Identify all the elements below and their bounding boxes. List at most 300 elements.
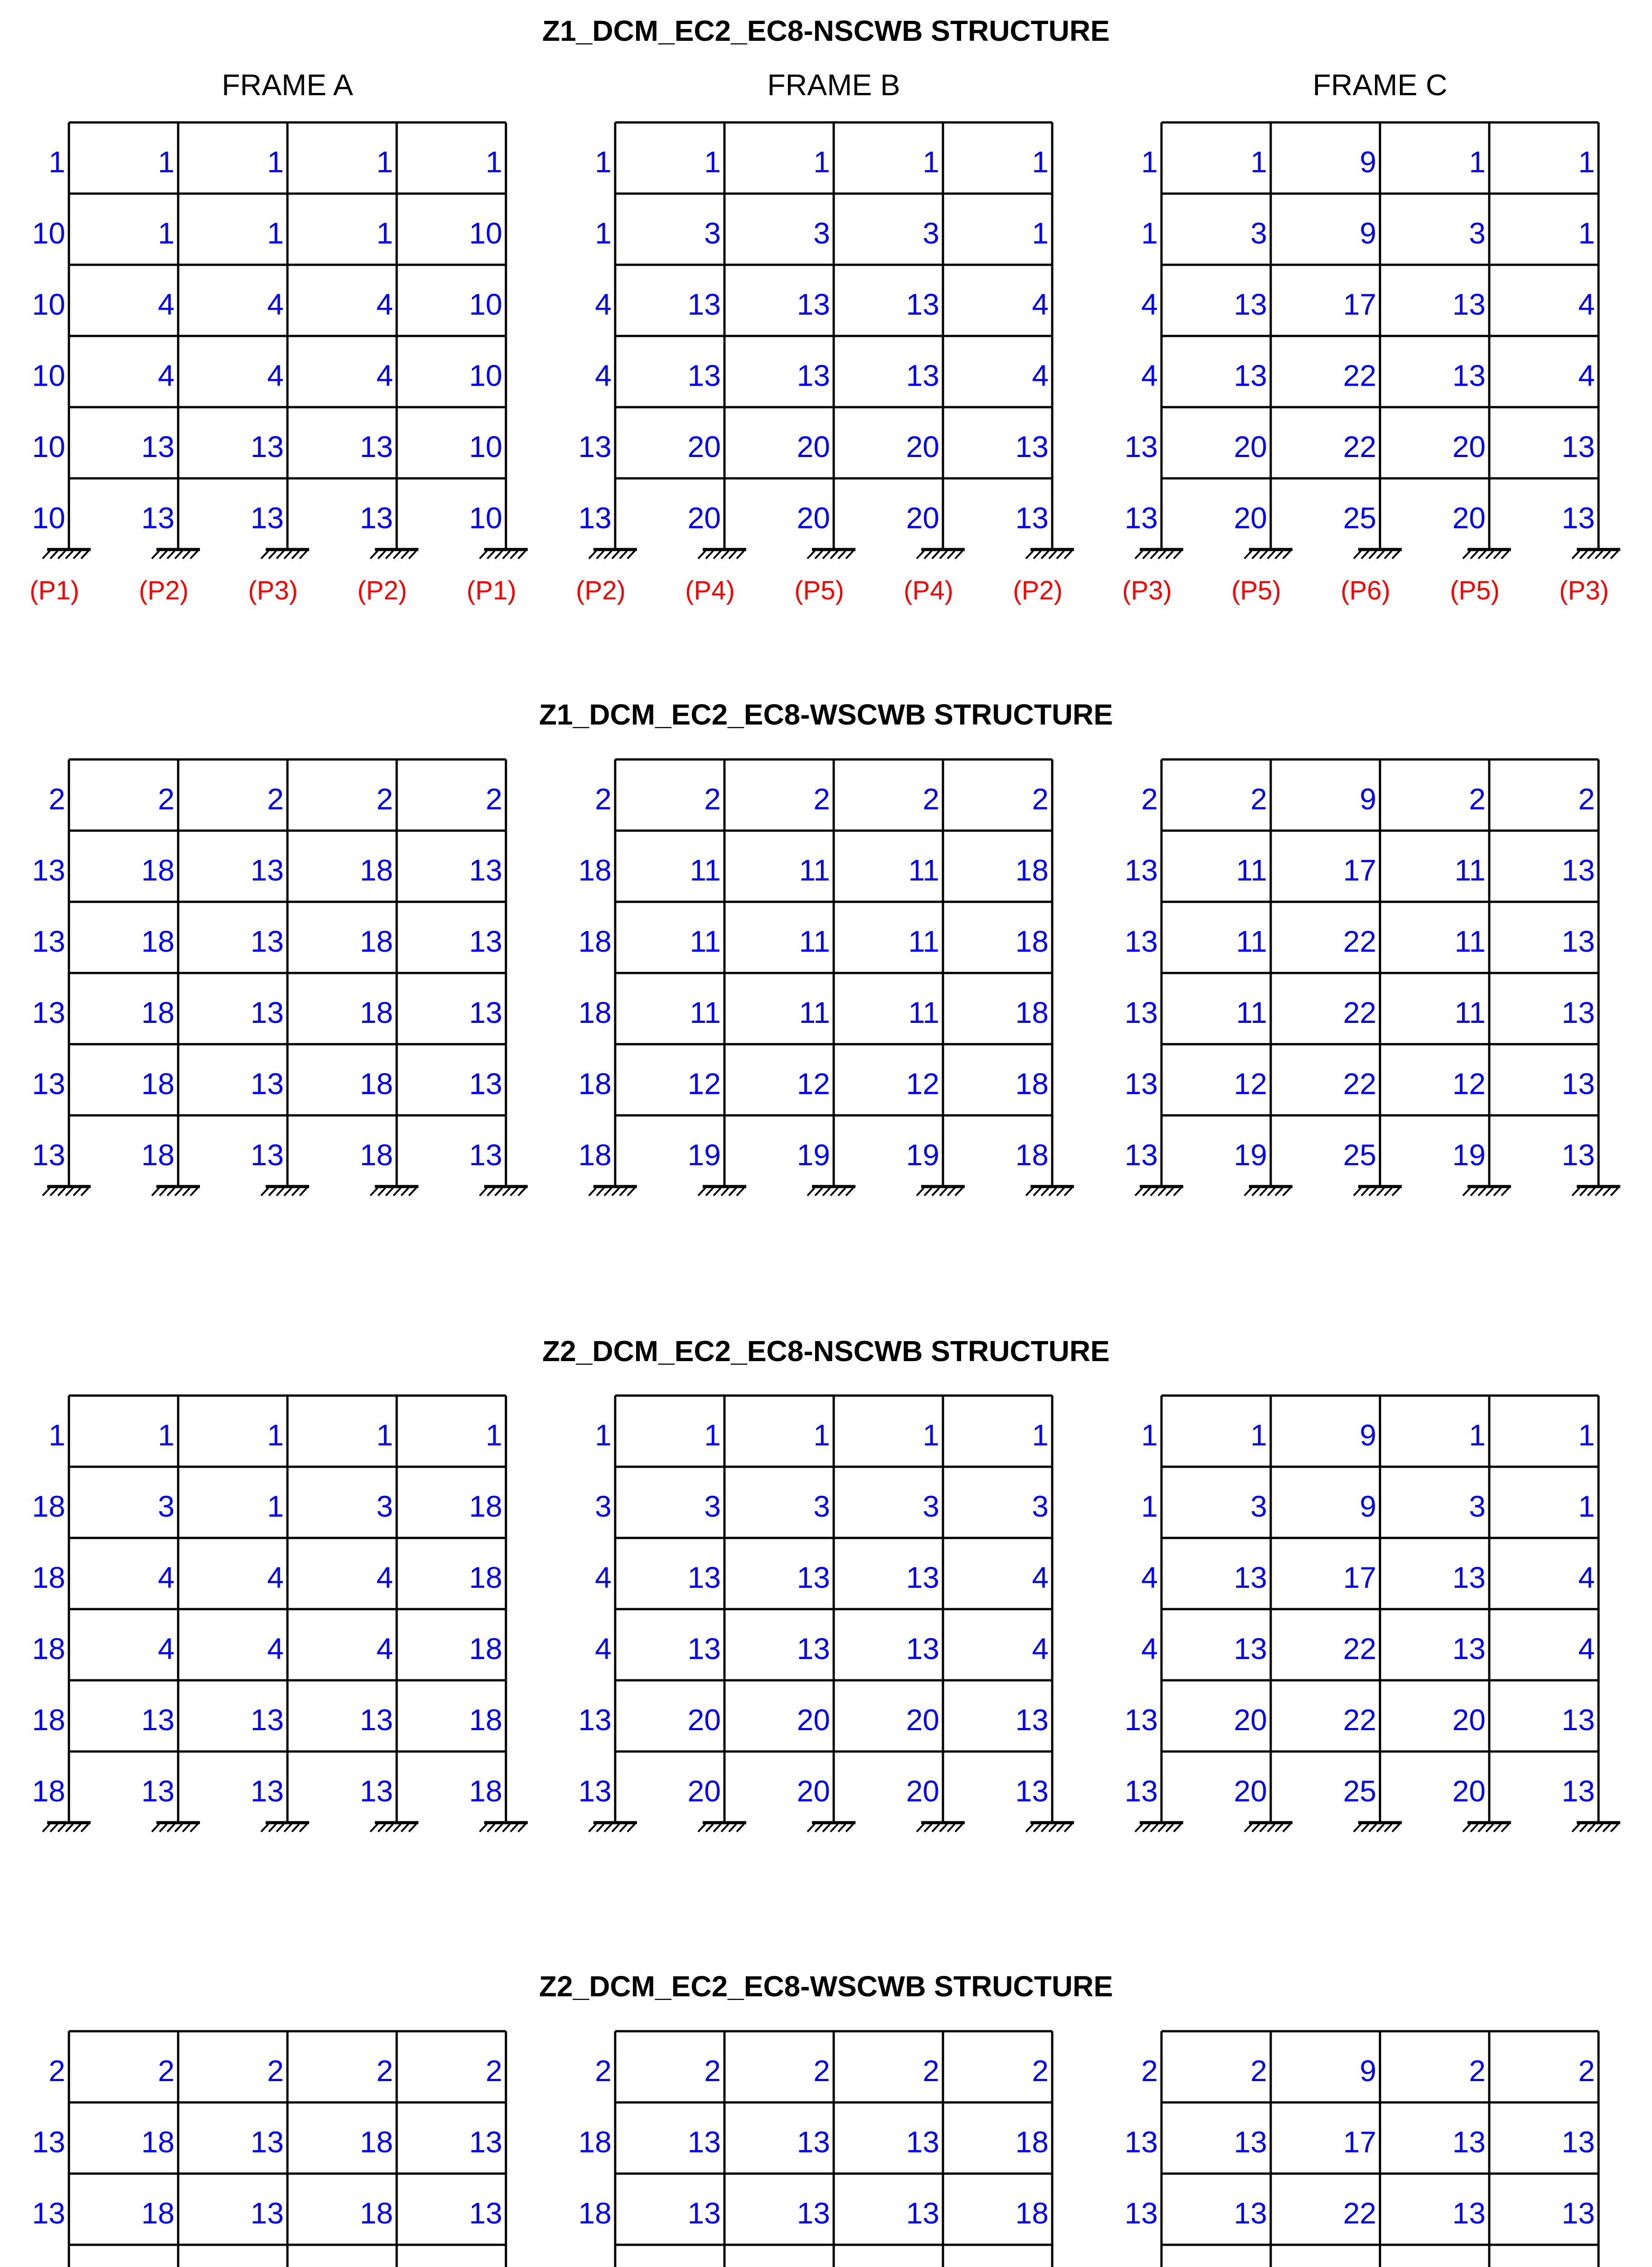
- cell-value: 4: [1578, 359, 1595, 392]
- frame-label: FRAME C: [1312, 68, 1448, 102]
- cell-value: 13: [578, 501, 612, 535]
- pier-label: (P3): [1559, 576, 1609, 605]
- cell-value: 2: [1578, 2054, 1595, 2087]
- cell-value: 13: [687, 1632, 721, 1665]
- cell-value: 13: [1124, 853, 1158, 887]
- cell-value: 18: [360, 1067, 393, 1100]
- cell-value: 18: [141, 924, 175, 958]
- cell-value: 1: [267, 1418, 284, 1452]
- cell-value: 13: [906, 2196, 939, 2230]
- cell-value: 12: [687, 1067, 721, 1100]
- cell-value: 13: [906, 287, 939, 321]
- cell-value: 18: [141, 853, 175, 887]
- cell-value: 13: [250, 430, 284, 463]
- cell-value: 20: [906, 1774, 939, 1808]
- cell-value: 13: [797, 2196, 830, 2230]
- cell-value: 1: [158, 145, 175, 179]
- fixed-support-icon: [261, 1187, 309, 1196]
- cell-value: 13: [1124, 1067, 1158, 1100]
- cell-value: 13: [32, 1138, 65, 1172]
- cell-value: 22: [1343, 430, 1376, 463]
- cell-value: 13: [360, 501, 393, 535]
- cell-value: 22: [1343, 924, 1376, 958]
- cell-value: 1: [1250, 1418, 1267, 1452]
- cell-value: 4: [1141, 1632, 1158, 1665]
- cell-value: 1: [376, 145, 393, 179]
- fixed-support-icon: [1026, 1823, 1074, 1832]
- cell-value: 17: [1343, 853, 1376, 887]
- structure-block: [29, 15, 1620, 605]
- cell-value: 13: [250, 1138, 284, 1172]
- frame-label: FRAME A: [222, 68, 353, 102]
- cell-value: 1: [923, 1418, 939, 1452]
- structure-block: [32, 1970, 1620, 2267]
- cell-value: 13: [1561, 996, 1595, 1029]
- cell-value: 4: [267, 1561, 284, 1594]
- cell-value: 18: [141, 2196, 175, 2230]
- cell-value: 13: [797, 287, 830, 321]
- cell-value: 20: [687, 1703, 721, 1737]
- cell-value: 4: [1578, 1632, 1595, 1665]
- fixed-support-icon: [917, 550, 965, 559]
- cell-value: 1: [267, 216, 284, 250]
- cell-value: 20: [1452, 1703, 1486, 1737]
- cell-value: 12: [797, 1067, 830, 1100]
- cell-value: 10: [469, 430, 502, 463]
- fixed-support-icon: [370, 1823, 418, 1832]
- cell-value: 1: [49, 1418, 65, 1452]
- fixed-support-icon: [1244, 1823, 1292, 1832]
- cell-value: 3: [1250, 216, 1267, 250]
- cell-value: 20: [1452, 501, 1486, 535]
- cell-value: 4: [1032, 1632, 1049, 1665]
- cell-value: 22: [1343, 1632, 1376, 1665]
- cell-value: 3: [923, 216, 939, 250]
- cell-value: 10: [32, 359, 65, 392]
- cell-value: 13: [141, 430, 175, 463]
- fixed-support-icon: [698, 1823, 746, 1832]
- cell-value: 18: [578, 2125, 612, 2159]
- cell-value: 3: [923, 1489, 939, 1523]
- cell-value: 1: [267, 145, 284, 179]
- cell-value: 13: [1015, 1703, 1049, 1737]
- cell-value: 13: [1561, 1138, 1595, 1172]
- cell-value: 20: [1234, 430, 1267, 463]
- cell-value: 3: [1032, 1489, 1049, 1523]
- cell-value: 1: [1141, 216, 1158, 250]
- frame: [29, 122, 528, 605]
- cell-value: 13: [797, 1561, 830, 1594]
- cell-value: 2: [267, 782, 284, 816]
- cell-value: 22: [1343, 996, 1376, 1029]
- cell-value: 2: [486, 2054, 502, 2087]
- cell-value: 22: [1343, 1067, 1376, 1100]
- cell-value: 13: [687, 359, 721, 392]
- cell-value: 18: [578, 924, 612, 958]
- cell-value: 13: [250, 1774, 284, 1808]
- fixed-support-icon: [807, 1187, 855, 1196]
- cell-value: 18: [360, 853, 393, 887]
- fixed-support-icon: [1026, 1187, 1074, 1196]
- cell-value: 20: [687, 1774, 721, 1808]
- fixed-support-icon: [1354, 1823, 1402, 1832]
- fixed-support-icon: [1135, 550, 1183, 559]
- cell-value: 13: [1452, 1632, 1486, 1665]
- pier-label: (P4): [904, 576, 953, 605]
- cell-value: 13: [360, 430, 393, 463]
- cell-value: 2: [1250, 2054, 1267, 2087]
- cell-value: 2: [376, 2054, 393, 2087]
- cell-value: 18: [1015, 2125, 1049, 2159]
- cell-value: 1: [923, 145, 939, 179]
- fixed-support-icon: [1354, 1187, 1402, 1196]
- pier-label: (P5): [1231, 576, 1281, 605]
- cell-value: 13: [906, 359, 939, 392]
- cell-value: 13: [250, 853, 284, 887]
- cell-value: 11: [908, 924, 939, 958]
- cell-value: 9: [1360, 2054, 1376, 2087]
- cell-value: 17: [1343, 2125, 1376, 2159]
- fixed-support-icon: [480, 550, 528, 559]
- cell-value: 19: [687, 1138, 721, 1172]
- cell-value: 4: [376, 1632, 393, 1665]
- cell-value: 2: [595, 782, 612, 816]
- cell-value: 1: [704, 1418, 721, 1452]
- cell-value: 1: [704, 145, 721, 179]
- frame: [1125, 759, 1620, 1196]
- cell-value: 9: [1360, 145, 1376, 179]
- pier-label: (P3): [248, 576, 298, 605]
- cell-value: 13: [469, 1138, 502, 1172]
- cell-value: 2: [1141, 782, 1158, 816]
- cell-value: 18: [469, 1703, 502, 1737]
- pier-label: (P5): [794, 576, 844, 605]
- pier-label: (P2): [576, 576, 626, 605]
- cell-value: 25: [1343, 1138, 1376, 1172]
- cell-value: 10: [32, 430, 65, 463]
- cell-value: 1: [376, 1418, 393, 1452]
- fixed-support-icon: [1354, 550, 1402, 559]
- cell-value: 11: [1236, 996, 1267, 1029]
- cell-value: 2: [1250, 782, 1267, 816]
- cell-value: 1: [1578, 145, 1595, 179]
- fixed-support-icon: [480, 1187, 528, 1196]
- cell-value: 9: [1360, 216, 1376, 250]
- fixed-support-icon: [1244, 550, 1292, 559]
- cell-value: 13: [1452, 359, 1486, 392]
- cell-value: 3: [813, 216, 830, 250]
- cell-value: 2: [1141, 2054, 1158, 2087]
- cell-value: 4: [595, 287, 612, 321]
- cell-value: 13: [1561, 501, 1595, 535]
- cell-value: 13: [360, 1774, 393, 1808]
- cell-value: 18: [469, 1489, 502, 1523]
- cell-value: 13: [1561, 924, 1595, 958]
- cell-value: 1: [1141, 1489, 1158, 1523]
- fixed-support-icon: [261, 550, 309, 559]
- cell-value: 4: [267, 1632, 284, 1665]
- fixed-support-icon: [589, 1187, 637, 1196]
- cell-value: 13: [1234, 359, 1267, 392]
- cell-value: 18: [32, 1561, 65, 1594]
- cell-value: 11: [690, 853, 721, 887]
- pier-label: (P1): [466, 576, 516, 605]
- cell-value: 13: [141, 1774, 175, 1808]
- fixed-support-icon: [1572, 1187, 1620, 1196]
- cell-value: 13: [906, 2125, 939, 2159]
- cell-value: 20: [687, 501, 721, 535]
- cell-value: 4: [1141, 359, 1158, 392]
- cell-value: 1: [813, 145, 830, 179]
- cell-value: 18: [1015, 996, 1049, 1029]
- fixed-support-icon: [1572, 1823, 1620, 1832]
- cell-value: 10: [469, 359, 502, 392]
- cell-value: 4: [158, 359, 175, 392]
- cell-value: 4: [267, 287, 284, 321]
- cell-value: 11: [1236, 924, 1267, 958]
- fixed-support-icon: [152, 1187, 200, 1196]
- cell-value: 12: [1234, 1067, 1267, 1100]
- cell-value: 18: [360, 996, 393, 1029]
- cell-value: 22: [1343, 1703, 1376, 1737]
- cell-value: 18: [360, 2125, 393, 2159]
- cell-value: 18: [141, 2125, 175, 2159]
- cell-value: 12: [1452, 1067, 1486, 1100]
- cell-value: 19: [1452, 1138, 1486, 1172]
- cell-value: 1: [595, 1418, 612, 1452]
- cell-value: 2: [813, 782, 830, 816]
- cell-value: 13: [141, 501, 175, 535]
- cell-value: 11: [1236, 853, 1267, 887]
- fixed-support-icon: [698, 550, 746, 559]
- cell-value: 11: [799, 996, 830, 1029]
- cell-value: 19: [1234, 1138, 1267, 1172]
- frame: [1125, 2031, 1620, 2267]
- cell-value: 13: [578, 1774, 612, 1808]
- cell-value: 20: [797, 430, 830, 463]
- frame: [578, 759, 1074, 1196]
- cell-value: 1: [595, 145, 612, 179]
- frame: [32, 2031, 528, 2267]
- cell-value: 13: [687, 287, 721, 321]
- cell-value: 10: [469, 287, 502, 321]
- cell-value: 22: [1343, 359, 1376, 392]
- structure-title: Z1_DCM_EC2_EC8-WSCWB STRUCTURE: [539, 698, 1113, 731]
- cell-value: 2: [595, 2054, 612, 2087]
- cell-value: 4: [376, 1561, 393, 1594]
- cell-value: 4: [267, 359, 284, 392]
- fixed-support-icon: [370, 1187, 418, 1196]
- cell-value: 13: [1561, 2196, 1595, 2230]
- cell-value: 1: [1032, 145, 1049, 179]
- cell-value: 13: [1234, 2196, 1267, 2230]
- cell-value: 18: [360, 2196, 393, 2230]
- frame: [578, 2031, 1074, 2267]
- cell-value: 2: [704, 782, 721, 816]
- cell-value: 4: [1032, 287, 1049, 321]
- cell-value: 18: [141, 1138, 175, 1172]
- cell-value: 18: [1015, 1138, 1049, 1172]
- cell-value: 20: [906, 430, 939, 463]
- fixed-support-icon: [589, 550, 637, 559]
- cell-value: 13: [469, 1067, 502, 1100]
- cell-value: 20: [1452, 430, 1486, 463]
- cell-value: 11: [799, 924, 830, 958]
- cell-value: 12: [906, 1067, 939, 1100]
- pier-label: (P2): [1013, 576, 1063, 605]
- cell-value: 17: [1343, 287, 1376, 321]
- cell-value: 13: [1124, 1703, 1158, 1737]
- cell-value: 20: [1234, 501, 1267, 535]
- cell-value: 13: [1124, 1138, 1158, 1172]
- cell-value: 13: [250, 996, 284, 1029]
- cell-value: 18: [1015, 1067, 1049, 1100]
- cell-value: 13: [578, 1703, 612, 1737]
- structure-title: Z1_DCM_EC2_EC8-NSCWB STRUCTURE: [542, 15, 1110, 47]
- cell-value: 18: [469, 1774, 502, 1808]
- cell-value: 18: [578, 1067, 612, 1100]
- cell-value: 25: [1343, 1774, 1376, 1808]
- cell-value: 4: [158, 1632, 175, 1665]
- cell-value: 2: [923, 2054, 939, 2087]
- cell-value: 18: [141, 1067, 175, 1100]
- cell-value: 4: [1578, 1561, 1595, 1594]
- cell-value: 13: [1452, 1561, 1486, 1594]
- cell-value: 20: [687, 430, 721, 463]
- cell-value: 13: [1015, 1774, 1049, 1808]
- cell-value: 2: [813, 2054, 830, 2087]
- cell-value: 4: [376, 359, 393, 392]
- cell-value: 13: [1124, 996, 1158, 1029]
- cell-value: 17: [1343, 1561, 1376, 1594]
- fixed-support-icon: [261, 1823, 309, 1832]
- cell-value: 18: [469, 1632, 502, 1665]
- cell-value: 1: [1578, 1489, 1595, 1523]
- cell-value: 13: [1234, 1561, 1267, 1594]
- cell-value: 13: [687, 2196, 721, 2230]
- pier-label: (P5): [1450, 576, 1500, 605]
- cell-value: 11: [690, 996, 721, 1029]
- cell-value: 13: [1015, 430, 1049, 463]
- cell-value: 20: [906, 501, 939, 535]
- cell-value: 2: [1032, 2054, 1049, 2087]
- cell-value: 2: [49, 782, 65, 816]
- cell-value: 10: [32, 287, 65, 321]
- pier-label: (P3): [1122, 576, 1172, 605]
- cell-value: 1: [49, 145, 65, 179]
- cell-value: 1: [1469, 1418, 1486, 1452]
- cell-value: 13: [1452, 287, 1486, 321]
- fixed-support-icon: [1135, 1187, 1183, 1196]
- cell-value: 9: [1360, 782, 1376, 816]
- cell-value: 13: [141, 1703, 175, 1737]
- cell-value: 13: [1561, 2125, 1595, 2159]
- cell-value: 13: [250, 2125, 284, 2159]
- cell-value: 2: [376, 782, 393, 816]
- fixed-support-icon: [917, 1187, 965, 1196]
- fixed-support-icon: [1135, 1823, 1183, 1832]
- cell-value: 13: [906, 1632, 939, 1665]
- cell-value: 4: [158, 287, 175, 321]
- cell-value: 13: [250, 501, 284, 535]
- cell-value: 2: [923, 782, 939, 816]
- cell-value: 13: [250, 924, 284, 958]
- cell-value: 2: [49, 2054, 65, 2087]
- cell-value: 13: [687, 1561, 721, 1594]
- cell-value: 1: [1032, 1418, 1049, 1452]
- pier-label: (P1): [29, 576, 79, 605]
- cell-value: 4: [1032, 359, 1049, 392]
- cell-value: 20: [906, 1703, 939, 1737]
- structure-title: Z2_DCM_EC2_EC8-WSCWB STRUCTURE: [539, 1970, 1113, 2003]
- fixed-support-icon: [152, 550, 200, 559]
- fixed-support-icon: [1244, 1187, 1292, 1196]
- cell-value: 3: [704, 1489, 721, 1523]
- cell-value: 13: [360, 1703, 393, 1737]
- cell-value: 1: [1578, 216, 1595, 250]
- cell-value: 2: [1578, 782, 1595, 816]
- cell-value: 19: [797, 1138, 830, 1172]
- cell-value: 4: [595, 1632, 612, 1665]
- cell-value: 20: [1234, 1774, 1267, 1808]
- cell-value: 13: [797, 1632, 830, 1665]
- cell-value: 18: [578, 2196, 612, 2230]
- cell-value: 4: [1032, 1561, 1049, 1594]
- cell-value: 18: [32, 1632, 65, 1665]
- cell-value: 13: [797, 359, 830, 392]
- cell-value: 3: [1469, 216, 1486, 250]
- fixed-support-icon: [480, 1823, 528, 1832]
- cell-value: 20: [797, 1703, 830, 1737]
- cell-value: 13: [1124, 2196, 1158, 2230]
- cell-value: 10: [32, 501, 65, 535]
- cell-value: 10: [469, 501, 502, 535]
- cell-value: 1: [1141, 145, 1158, 179]
- cell-value: 19: [906, 1138, 939, 1172]
- cell-value: 4: [1578, 287, 1595, 321]
- fixed-support-icon: [43, 1823, 91, 1832]
- cell-value: 13: [1015, 501, 1049, 535]
- fixed-support-icon: [43, 1187, 91, 1196]
- cell-value: 4: [158, 1561, 175, 1594]
- pier-label: (P4): [685, 576, 735, 605]
- cell-value: 18: [469, 1561, 502, 1594]
- frame: [576, 122, 1074, 605]
- fixed-support-icon: [1026, 550, 1074, 559]
- cell-value: 13: [1561, 430, 1595, 463]
- cell-value: 11: [690, 924, 721, 958]
- cell-value: 20: [1452, 1774, 1486, 1808]
- cell-value: 3: [158, 1489, 175, 1523]
- cell-value: 4: [595, 1561, 612, 1594]
- cell-value: 4: [1141, 287, 1158, 321]
- cell-value: 13: [797, 2125, 830, 2159]
- cell-value: 11: [1454, 996, 1486, 1029]
- cell-value: 1: [1250, 145, 1267, 179]
- cell-value: 13: [1561, 1703, 1595, 1737]
- cell-value: 13: [1561, 853, 1595, 887]
- frame: [32, 1396, 528, 1832]
- cell-value: 18: [32, 1774, 65, 1808]
- fixed-support-icon: [589, 1823, 637, 1832]
- cell-value: 13: [32, 996, 65, 1029]
- cell-value: 20: [797, 1774, 830, 1808]
- cell-value: 18: [1015, 924, 1049, 958]
- fixed-support-icon: [370, 550, 418, 559]
- cell-value: 13: [1124, 501, 1158, 535]
- cell-value: 13: [1452, 2125, 1486, 2159]
- cell-value: 13: [1234, 2125, 1267, 2159]
